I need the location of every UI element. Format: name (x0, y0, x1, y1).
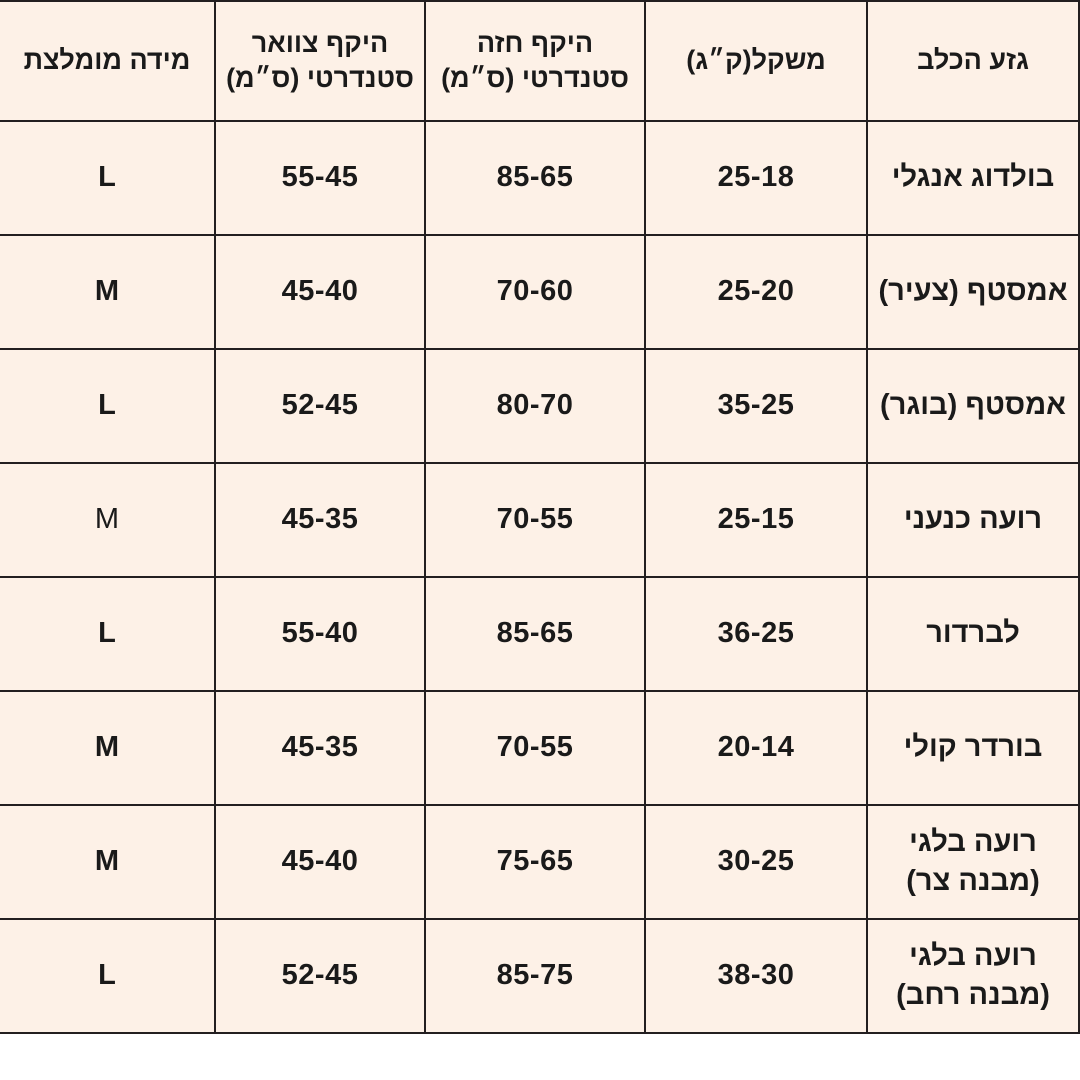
cell-chest: 85-75 (425, 919, 645, 1033)
table-row (0, 463, 1079, 577)
cell-size: L (0, 121, 215, 235)
cell-neck: 45-40 (215, 235, 425, 349)
cell-breed: רועה בלגי (מבנה צר) (867, 805, 1079, 919)
cell-chest: 75-65 (425, 805, 645, 919)
table-row (0, 349, 1079, 463)
cell-chest: 70-55 (425, 691, 645, 805)
cell-breed: לברדור (867, 577, 1079, 691)
cell-size: L (0, 349, 215, 463)
cell-breed: אמסטף (בוגר) (867, 349, 1079, 463)
table-body (0, 121, 1079, 1033)
cell-weight: 25-15 (645, 463, 867, 577)
cell-breed: אמסטף (צעיר) (867, 235, 1079, 349)
cell-breed: בורדר קולי (867, 691, 1079, 805)
cell-size: M (0, 805, 215, 919)
column-header-size: מידה מומלצת (0, 1, 215, 121)
cell-weight: 25-20 (645, 235, 867, 349)
table-row (0, 577, 1079, 691)
cell-breed: בולדוג אנגלי (867, 121, 1079, 235)
cell-size: L (0, 577, 215, 691)
cell-weight: 25-18 (645, 121, 867, 235)
table-row (0, 121, 1079, 235)
cell-size: M (0, 463, 215, 577)
column-header-chest: היקף חזה סטנדרטי (ס״מ) (425, 1, 645, 121)
cell-neck: 52-45 (215, 349, 425, 463)
cell-size: L (0, 919, 215, 1033)
cell-weight: 30-25 (645, 805, 867, 919)
column-header-weight: משקל(ק״ג) (645, 1, 867, 121)
cell-neck: 45-35 (215, 463, 425, 577)
cell-neck: 55-40 (215, 577, 425, 691)
table-header (0, 1, 1079, 121)
cell-chest: 85-65 (425, 121, 645, 235)
table-row (0, 805, 1079, 919)
cell-size: M (0, 691, 215, 805)
column-header-neck: היקף צוואר סטנדרטי (ס״מ) (215, 1, 425, 121)
cell-size: M (0, 235, 215, 349)
cell-chest: 70-60 (425, 235, 645, 349)
cell-weight: 38-30 (645, 919, 867, 1033)
cell-breed: רועה כנעני (867, 463, 1079, 577)
cell-neck: 45-40 (215, 805, 425, 919)
table-row (0, 235, 1079, 349)
cell-neck: 55-45 (215, 121, 425, 235)
cell-breed: רועה בלגי (מבנה רחב) (867, 919, 1079, 1033)
column-header-breed: גזע הכלב (867, 1, 1079, 121)
table-header-row (0, 1, 1079, 121)
table-row (0, 691, 1079, 805)
cell-weight: 36-25 (645, 577, 867, 691)
table-row (0, 919, 1079, 1033)
cell-chest: 70-55 (425, 463, 645, 577)
cell-neck: 45-35 (215, 691, 425, 805)
cell-chest: 80-70 (425, 349, 645, 463)
cell-neck: 52-45 (215, 919, 425, 1033)
cell-weight: 20-14 (645, 691, 867, 805)
cell-chest: 85-65 (425, 577, 645, 691)
cell-weight: 35-25 (645, 349, 867, 463)
